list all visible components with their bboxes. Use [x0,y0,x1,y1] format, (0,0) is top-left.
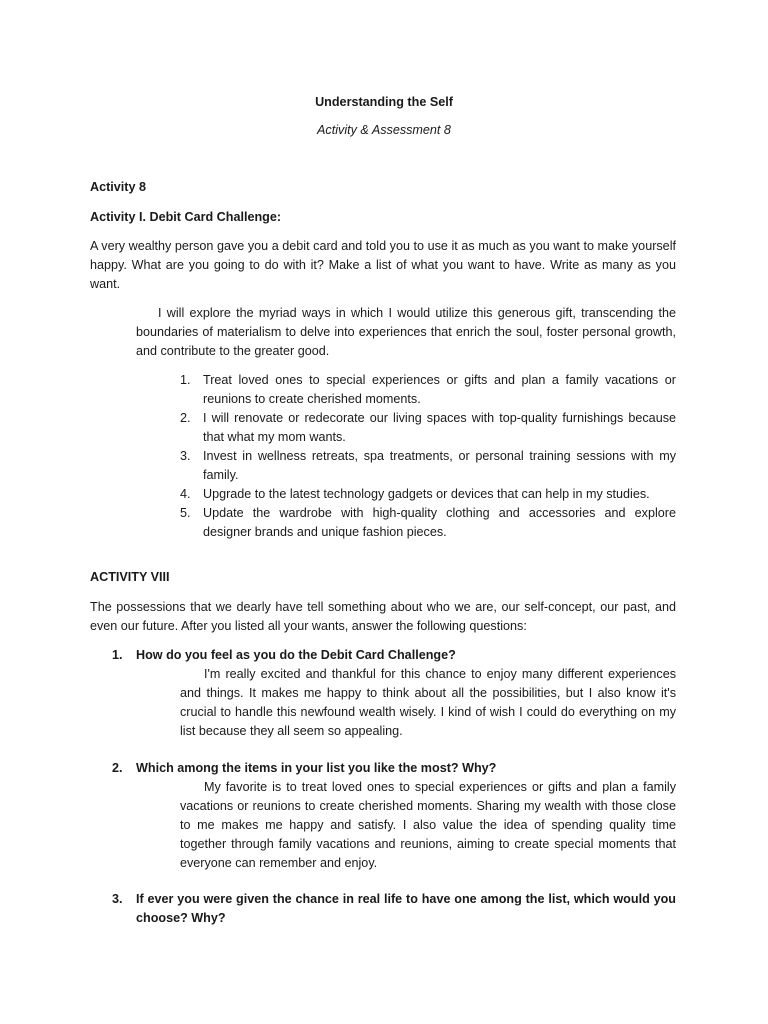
question-heading [112,646,676,665]
list-item-number: 5. [180,506,191,520]
activity-response: I will explore the myriad ways in which I would utilize this generous gift, transcending the boundaries of materialism to delve into experiences that enrich the soul, foster personal growth, and contribute to the greater good. [136,306,676,358]
question-heading [112,759,676,778]
list-item [180,409,676,447]
list-item-text: I will renovate or redecorate our living spaces with top-quality furnishings because that what my mom wants. [203,411,676,444]
question-number: 1. [112,648,123,662]
question-block [112,759,676,873]
activity-subheading: Activity I. Debit Card Challenge: [90,210,282,224]
document-subtitle: Activity & Assessment 8 [317,123,451,137]
question-heading [112,890,676,928]
list-item-number: 2. [180,411,191,425]
list-item [180,485,676,504]
list-item-text: Invest in wellness retreats, spa treatments, or personal training sessions with my family. [203,449,676,482]
answer-text: My favorite is to treat loved ones to special experiences or gifts and plan a family vacations or reunions to create cherished moments. Sharing my wealth with those close to me makes me happy and satisfy. I also value the idea of spending quality time together through family vacations and reunions, aiming to create special moments that everyone can remember and enjoy. [180,780,676,870]
activity-prompt: A very wealthy person gave you a debit card and told you to use it as much as you want to make yourself happy. What are you going to do with it? Make a list of what you want to have. Write as many as you want. [90,239,676,291]
question-text: If ever you were given the chance in real life to have one among the list, which would you choose? Why? [136,892,676,925]
question-text: How do you feel as you do the Debit Card Challenge? [136,648,456,662]
question-block [112,646,676,741]
list-item-text: Treat loved ones to special experiences or gifts and plan a family vacations or reunions to create cherished moments. [203,373,676,406]
list-item [180,504,676,542]
list-item-number: 3. [180,449,191,463]
question-number: 3. [112,892,123,906]
section-intro: The possessions that we dearly have tell something about who we are, our self-concept, our past, and even our future. After you listed all your wants, answer the following questions: [90,600,676,633]
question-block [112,890,676,928]
list-item-number: 4. [180,487,191,501]
list-item [180,447,676,485]
list-item [180,371,676,409]
answer-text: I'm really excited and thankful for this chance to enjoy many different experiences and things. It makes me happy to think about all the possibilities, but I also know it's crucial to handle this newfound wealth wisely. I kind of wish I could do everything on my list because they all seem so appealing. [180,667,676,738]
activity-heading: Activity 8 [90,180,146,194]
list-item-number: 1. [180,373,191,387]
section-heading: ACTIVITY VIII [90,570,170,584]
wants-list [180,371,676,542]
question-number: 2. [112,761,123,775]
document-title: Understanding the Self [315,95,453,109]
list-item-text: Upgrade to the latest technology gadgets or devices that can help in my studies. [203,487,650,501]
question-text: Which among the items in your list you like the most? Why? [136,761,497,775]
list-item-text: Update the wardrobe with high-quality clothing and accessories and explore designer brands and unique fashion pieces. [203,506,676,539]
